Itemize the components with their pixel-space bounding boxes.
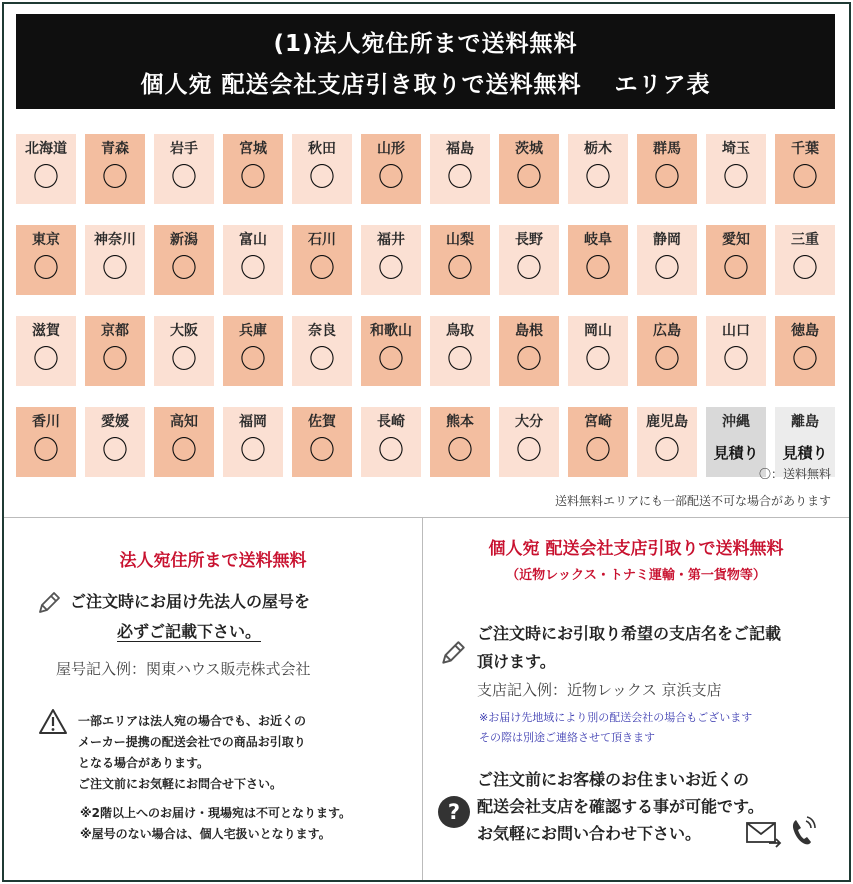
prefecture-name: 北海道 bbox=[25, 141, 67, 157]
prefecture-cell bbox=[85, 407, 145, 477]
prefecture-cell bbox=[223, 134, 283, 204]
warning-line: ご注文前にお気軽にお問合せ下さい。 bbox=[78, 777, 283, 791]
prefecture-cell bbox=[499, 407, 559, 477]
footnote-line: ※2階以上へのお届け・現場宛は不可となります。 bbox=[80, 806, 352, 820]
free-shipping-mark: 〇 bbox=[515, 345, 542, 375]
prefecture-cell bbox=[499, 225, 559, 295]
prefecture-cell bbox=[154, 225, 214, 295]
prefecture-cell bbox=[16, 407, 76, 477]
prefecture-name: 山口 bbox=[722, 323, 750, 339]
prefecture-name: 福島 bbox=[446, 141, 474, 157]
corporate-footnotes bbox=[80, 803, 351, 845]
free-shipping-mark: 〇 bbox=[653, 254, 680, 284]
prefecture-cell bbox=[430, 134, 490, 204]
prefecture-cell bbox=[85, 225, 145, 295]
prefecture-name: 山形 bbox=[377, 141, 405, 157]
prefecture-name: 熊本 bbox=[446, 414, 474, 430]
prefecture-cell bbox=[16, 225, 76, 295]
free-shipping-mark: 〇 bbox=[170, 436, 197, 466]
prefecture-name: 東京 bbox=[32, 232, 60, 248]
free-shipping-mark: 〇 bbox=[308, 163, 335, 193]
prefecture-cell bbox=[637, 134, 697, 204]
prefecture-name: 宮城 bbox=[239, 141, 267, 157]
prefecture-cell bbox=[637, 316, 697, 386]
free-shipping-mark: 〇 bbox=[32, 436, 59, 466]
prefecture-name: 福岡 bbox=[239, 414, 267, 430]
prefecture-cell bbox=[568, 225, 628, 295]
prefecture-cell bbox=[430, 316, 490, 386]
free-shipping-mark: 〇 bbox=[170, 254, 197, 284]
free-shipping-mark: 〇 bbox=[446, 436, 473, 466]
free-shipping-mark: 〇 bbox=[584, 436, 611, 466]
prefecture-name: 静岡 bbox=[653, 232, 681, 248]
prefecture-cell bbox=[223, 407, 283, 477]
free-shipping-mark: 〇 bbox=[377, 254, 404, 284]
question-icon bbox=[437, 795, 471, 829]
prefecture-name: 長野 bbox=[515, 232, 543, 248]
prefecture-name: 岩手 bbox=[170, 141, 198, 157]
free-shipping-mark: 〇 bbox=[515, 436, 542, 466]
prefecture-cell bbox=[361, 407, 421, 477]
prefecture-name: 大阪 bbox=[170, 323, 198, 339]
prefecture-grid bbox=[16, 134, 835, 477]
blue-note-line: ※お届け先地域により別の配送会社の場合もございます bbox=[479, 711, 753, 724]
free-shipping-mark: 〇 bbox=[32, 254, 59, 284]
prefecture-cell bbox=[292, 407, 352, 477]
free-shipping-mark: 〇 bbox=[239, 436, 266, 466]
prefecture-name: 新潟 bbox=[170, 232, 198, 248]
area-note: 送料無料エリアにも一部配送不可な場合があります bbox=[554, 494, 831, 508]
header-line-1: (1)法人宛住所まで送料無料 bbox=[273, 30, 578, 57]
pencil-icon bbox=[36, 590, 62, 616]
quote-label: 見積り bbox=[782, 444, 828, 462]
question-line: お気軽にお問い合わせ下さい。 bbox=[477, 824, 702, 843]
header-banner bbox=[16, 14, 835, 109]
free-shipping-mark: 〇 bbox=[32, 345, 59, 375]
free-shipping-mark: 〇 bbox=[722, 254, 749, 284]
prefecture-name: 徳島 bbox=[791, 323, 819, 339]
prefecture-cell bbox=[499, 316, 559, 386]
prefecture-cell bbox=[775, 225, 835, 295]
free-shipping-mark: 〇 bbox=[515, 163, 542, 193]
quote-label: 見積り bbox=[713, 444, 759, 462]
phone-icon[interactable] bbox=[789, 816, 817, 848]
blue-note-line: その際は別途ご連絡させて頂きます bbox=[479, 731, 655, 744]
prefecture-cell bbox=[85, 134, 145, 204]
free-shipping-mark: 〇 bbox=[446, 163, 473, 193]
free-shipping-mark: 〇 bbox=[653, 163, 680, 193]
free-shipping-mark: 〇 bbox=[653, 345, 680, 375]
prefecture-name: 兵庫 bbox=[239, 323, 267, 339]
prefecture-cell bbox=[361, 134, 421, 204]
prefecture-name: 滋賀 bbox=[32, 323, 60, 339]
prefecture-name: 長崎 bbox=[377, 414, 405, 430]
free-shipping-mark: 〇 bbox=[584, 163, 611, 193]
prefecture-cell bbox=[154, 407, 214, 477]
prefecture-name: 秋田 bbox=[308, 141, 336, 157]
question-line: ご注文前にお客様のお住まいお近くの bbox=[477, 770, 750, 789]
prefecture-name: 高知 bbox=[170, 414, 198, 430]
prefecture-name: 愛媛 bbox=[101, 414, 129, 430]
prefecture-cell bbox=[16, 134, 76, 204]
free-shipping-mark: 〇 bbox=[377, 345, 404, 375]
free-shipping-mark: 〇 bbox=[32, 163, 59, 193]
legend: 〇：送料無料 bbox=[758, 467, 831, 481]
prefecture-cell bbox=[637, 407, 697, 477]
prefecture-name: 香川 bbox=[32, 414, 60, 430]
prefecture-name: 栃木 bbox=[584, 141, 612, 157]
corporate-title: 法人宛住所まで送料無料 bbox=[119, 551, 307, 571]
free-shipping-mark: 〇 bbox=[170, 345, 197, 375]
prefecture-cell bbox=[706, 225, 766, 295]
prefecture-name: 和歌山 bbox=[370, 323, 412, 339]
prefecture-name: 山梨 bbox=[446, 232, 474, 248]
svg-text:?: ? bbox=[447, 800, 461, 824]
free-shipping-mark: 〇 bbox=[101, 163, 128, 193]
prefecture-cell bbox=[637, 225, 697, 295]
corporate-instruction-2: 必ずご記載下さい。 bbox=[117, 622, 262, 641]
prefecture-cell bbox=[568, 407, 628, 477]
free-shipping-mark: 〇 bbox=[584, 254, 611, 284]
free-shipping-mark: 〇 bbox=[308, 345, 335, 375]
prefecture-cell bbox=[361, 225, 421, 295]
prefecture-name: 佐賀 bbox=[308, 414, 336, 430]
corporate-example: 屋号記入例：関東ハウス販売株式会社 bbox=[56, 660, 311, 678]
free-shipping-mark: 〇 bbox=[584, 345, 611, 375]
free-shipping-mark: 〇 bbox=[377, 163, 404, 193]
individual-example: 支店記入例：近物レックス 京浜支店 bbox=[477, 681, 722, 699]
prefecture-name: 青森 bbox=[101, 141, 129, 157]
prefecture-cell bbox=[430, 225, 490, 295]
individual-instruction-1: ご注文時にお引取り希望の支店名をご記載 bbox=[477, 624, 782, 643]
prefecture-cell bbox=[292, 225, 352, 295]
header-line-2: 個人宛 配送会社支店引き取りで送料無料 エリア表 bbox=[140, 71, 711, 98]
prefecture-cell bbox=[292, 316, 352, 386]
prefecture-name: 埼玉 bbox=[722, 141, 750, 157]
individual-question bbox=[477, 766, 764, 847]
prefecture-cell bbox=[154, 316, 214, 386]
free-shipping-mark: 〇 bbox=[722, 345, 749, 375]
prefecture-name: 奈良 bbox=[308, 323, 336, 339]
free-shipping-mark: 〇 bbox=[515, 254, 542, 284]
prefecture-cell bbox=[706, 134, 766, 204]
prefecture-name: 宮崎 bbox=[584, 414, 612, 430]
prefecture-name: 広島 bbox=[653, 323, 681, 339]
prefecture-name: 石川 bbox=[308, 232, 336, 248]
free-shipping-mark: 〇 bbox=[101, 436, 128, 466]
prefecture-cell bbox=[568, 316, 628, 386]
prefecture-name: 鹿児島 bbox=[646, 414, 688, 430]
free-shipping-mark: 〇 bbox=[653, 436, 680, 466]
prefecture-name: 大分 bbox=[515, 414, 543, 430]
free-shipping-mark: 〇 bbox=[101, 345, 128, 375]
mail-icon[interactable] bbox=[745, 821, 783, 849]
prefecture-name: 沖縄 bbox=[722, 414, 750, 430]
prefecture-cell bbox=[706, 407, 766, 477]
prefecture-name: 岡山 bbox=[584, 323, 612, 339]
corporate-warning bbox=[78, 711, 306, 795]
prefecture-cell bbox=[16, 316, 76, 386]
prefecture-name: 神奈川 bbox=[94, 232, 136, 248]
individual-blue-note bbox=[479, 708, 752, 748]
prefecture-name: 愛知 bbox=[722, 232, 750, 248]
prefecture-name: 離島 bbox=[791, 414, 819, 430]
prefecture-name: 岐阜 bbox=[584, 232, 612, 248]
free-shipping-mark: 〇 bbox=[239, 254, 266, 284]
prefecture-name: 鳥取 bbox=[446, 323, 474, 339]
free-shipping-mark: 〇 bbox=[446, 254, 473, 284]
free-shipping-mark: 〇 bbox=[308, 436, 335, 466]
warning-line: 一部エリアは法人宛の場合でも、お近くの bbox=[78, 714, 307, 728]
free-shipping-mark: 〇 bbox=[791, 345, 818, 375]
prefecture-name: 群馬 bbox=[653, 141, 681, 157]
prefecture-cell bbox=[154, 134, 214, 204]
prefecture-cell bbox=[223, 225, 283, 295]
corporate-panel bbox=[4, 518, 422, 880]
prefecture-cell bbox=[706, 316, 766, 386]
footnote-line: ※屋号のない場合は、個人宅扱いとなります。 bbox=[80, 827, 331, 841]
individual-subtitle: （近物レックス・トナミ運輸・第一貨物等） bbox=[506, 568, 766, 583]
warning-line: メーカー提携の配送会社での商品お引取り bbox=[78, 735, 306, 749]
prefecture-cell bbox=[568, 134, 628, 204]
prefecture-cell bbox=[361, 316, 421, 386]
pencil-icon bbox=[439, 639, 467, 667]
free-shipping-mark: 〇 bbox=[446, 345, 473, 375]
free-shipping-mark: 〇 bbox=[308, 254, 335, 284]
warning-line: となる場合があります。 bbox=[78, 756, 210, 770]
prefecture-cell bbox=[499, 134, 559, 204]
prefecture-cell bbox=[292, 134, 352, 204]
free-shipping-mark: 〇 bbox=[791, 163, 818, 193]
individual-title: 個人宛 配送会社支店引取りで送料無料 bbox=[488, 539, 784, 559]
prefecture-name: 千葉 bbox=[791, 141, 819, 157]
prefecture-name: 島根 bbox=[515, 323, 543, 339]
prefecture-cell bbox=[85, 316, 145, 386]
individual-instruction-2: 頂けます。 bbox=[477, 652, 556, 671]
free-shipping-mark: 〇 bbox=[722, 163, 749, 193]
prefecture-cell bbox=[775, 134, 835, 204]
corporate-instruction-1: ご注文時にお届け先法人の屋号を bbox=[70, 592, 311, 611]
free-shipping-mark: 〇 bbox=[239, 345, 266, 375]
prefecture-name: 福井 bbox=[377, 232, 405, 248]
free-shipping-mark: 〇 bbox=[791, 254, 818, 284]
prefecture-cell bbox=[223, 316, 283, 386]
individual-panel bbox=[423, 518, 849, 880]
free-shipping-mark: 〇 bbox=[170, 163, 197, 193]
prefecture-name: 茨城 bbox=[515, 141, 543, 157]
question-line: 配送会社支店を確認する事が可能です。 bbox=[477, 797, 764, 816]
free-shipping-mark: 〇 bbox=[239, 163, 266, 193]
prefecture-cell bbox=[775, 316, 835, 386]
free-shipping-mark: 〇 bbox=[377, 436, 404, 466]
prefecture-name: 富山 bbox=[239, 232, 267, 248]
prefecture-name: 三重 bbox=[791, 232, 819, 248]
free-shipping-mark: 〇 bbox=[101, 254, 128, 284]
prefecture-name: 京都 bbox=[101, 323, 129, 339]
prefecture-cell bbox=[430, 407, 490, 477]
warning-icon bbox=[38, 708, 68, 735]
